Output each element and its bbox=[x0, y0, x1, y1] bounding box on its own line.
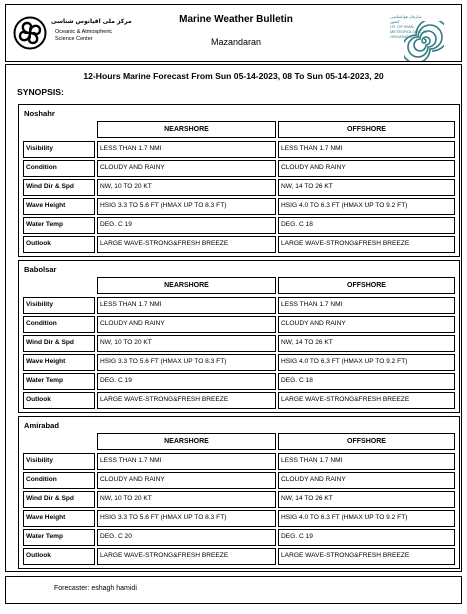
nearshore-value: CLOUDY AND RAINY bbox=[97, 316, 276, 333]
table-row bbox=[23, 316, 455, 333]
nearshore-value: CLOUDY AND RAINY bbox=[97, 160, 276, 177]
nearshore-value: DEG. C 19 bbox=[97, 217, 276, 234]
offshore-value: HSIG 4.0 TO 6.3 FT (HMAX UP TO 9.2 FT) bbox=[278, 354, 455, 371]
forecast-panel bbox=[5, 64, 462, 572]
oceanic-center-logo bbox=[11, 14, 141, 56]
offshore-value: NW, 14 TO 26 KT bbox=[278, 491, 455, 508]
nearshore-value: NW, 10 TO 20 KT bbox=[97, 491, 276, 508]
row-label: Wind Dir & Spd bbox=[23, 179, 95, 196]
nearshore-value: NW, 10 TO 20 KT bbox=[97, 179, 276, 196]
offshore-header: OFFSHORE bbox=[278, 277, 455, 294]
table-row bbox=[23, 297, 455, 314]
row-label: Condition bbox=[23, 472, 95, 489]
offshore-value: LARGE WAVE-STRONG&FRESH BREEZE bbox=[278, 548, 455, 565]
bulletin-header bbox=[5, 4, 462, 62]
row-label: Visibility bbox=[23, 297, 95, 314]
offshore-value: NW, 14 TO 26 KT bbox=[278, 335, 455, 352]
table-row bbox=[23, 217, 455, 234]
offshore-value: DEG. C 18 bbox=[278, 373, 455, 390]
station-name: Amirabad bbox=[24, 421, 60, 430]
offshore-header: OFFSHORE bbox=[278, 121, 455, 138]
nearshore-value: DEG. C 20 bbox=[97, 529, 276, 546]
row-label: Outlook bbox=[23, 548, 95, 565]
nearshore-value: NW, 10 TO 20 KT bbox=[97, 335, 276, 352]
row-label: Wind Dir & Spd bbox=[23, 335, 95, 352]
row-label: Visibility bbox=[23, 453, 95, 470]
offshore-value: DEG. C 19 bbox=[278, 529, 455, 546]
station-section bbox=[18, 260, 460, 413]
nearshore-value: LARGE WAVE-STRONG&FRESH BREEZE bbox=[97, 392, 276, 409]
nearshore-value: LESS THAN 1.7 NMI bbox=[97, 297, 276, 314]
row-label: Wave Height bbox=[23, 198, 95, 215]
swirl-logo-icon bbox=[13, 16, 47, 50]
offshore-value: CLOUDY AND RAINY bbox=[278, 472, 455, 489]
table-header-row bbox=[23, 121, 455, 138]
table-row bbox=[23, 548, 455, 565]
offshore-value: LARGE WAVE-STRONG&FRESH BREEZE bbox=[278, 236, 455, 253]
table-header-row bbox=[23, 433, 455, 450]
offshore-value: LESS THAN 1.7 NMI bbox=[278, 141, 455, 158]
row-label: Wave Height bbox=[23, 354, 95, 371]
forecast-title: 12-Hours Marine Forecast From Sun 05-14-2023, 08 To Sun 05-14-2023, 20 bbox=[83, 71, 384, 81]
nearshore-value: LARGE WAVE-STRONG&FRESH BREEZE bbox=[97, 236, 276, 253]
logo-persian-text: مرکز ملی اقیانوس شناسی bbox=[51, 18, 132, 25]
table-row bbox=[23, 179, 455, 196]
synopsis-label: SYNOPSIS: bbox=[17, 87, 64, 97]
row-label: Water Temp bbox=[23, 373, 95, 390]
table-row bbox=[23, 198, 455, 215]
meteo-logo-line-3: METEOROLOGICAL bbox=[390, 29, 428, 34]
table-row bbox=[23, 472, 455, 489]
nearshore-value: DEG. C 19 bbox=[97, 373, 276, 390]
row-label: Outlook bbox=[23, 392, 95, 409]
nearshore-header: NEARSHORE bbox=[97, 277, 276, 294]
logo-english-text bbox=[55, 29, 112, 43]
station-name: Noshahr bbox=[24, 109, 55, 118]
offshore-value: LARGE WAVE-STRONG&FRESH BREEZE bbox=[278, 392, 455, 409]
region-name: Mazandaran bbox=[210, 37, 262, 47]
offshore-value: HSIG 4.0 TO 6.3 FT (HMAX UP TO 9.2 FT) bbox=[278, 198, 455, 215]
meteo-logo-line-4: ORGANIZATION bbox=[390, 34, 421, 39]
table-header-row bbox=[23, 277, 455, 294]
table-row bbox=[23, 236, 455, 253]
nearshore-value: HSIG 3.3 TO 5.6 FT (HMAX UP TO 8.3 FT) bbox=[97, 198, 276, 215]
logo-english-line-2: Science Center bbox=[55, 36, 93, 42]
table-row bbox=[23, 160, 455, 177]
offshore-value: CLOUDY AND RAINY bbox=[278, 316, 455, 333]
nearshore-value: LARGE WAVE-STRONG&FRESH BREEZE bbox=[97, 548, 276, 565]
offshore-value: LESS THAN 1.7 NMI bbox=[278, 297, 455, 314]
nearshore-value: HSIG 3.3 TO 5.6 FT (HMAX UP TO 8.3 FT) bbox=[97, 510, 276, 527]
table-row bbox=[23, 141, 455, 158]
table-row bbox=[23, 529, 455, 546]
row-label: Outlook bbox=[23, 236, 95, 253]
row-label: Water Temp bbox=[23, 217, 95, 234]
row-label: Wave Height bbox=[23, 510, 95, 527]
nearshore-header: NEARSHORE bbox=[97, 121, 276, 138]
table-row bbox=[23, 392, 455, 409]
table-row bbox=[23, 373, 455, 390]
offshore-header: OFFSHORE bbox=[278, 433, 455, 450]
offshore-value: HSIG 4.0 TO 6.3 FT (HMAX UP TO 9.2 FT) bbox=[278, 510, 455, 527]
logo-english-line-1: Oceanic & Atmospheric bbox=[55, 29, 113, 35]
station-section bbox=[18, 104, 460, 257]
meteo-logo-line-2: I.R. OF IRAN bbox=[390, 24, 414, 29]
nearshore-value: CLOUDY AND RAINY bbox=[97, 472, 276, 489]
forecaster-name: Forecaster: eshagh hamidi bbox=[54, 585, 137, 592]
row-label: Water Temp bbox=[23, 529, 95, 546]
bulletin-title: Marine Weather Bulletin bbox=[179, 14, 293, 25]
table-row bbox=[23, 453, 455, 470]
offshore-value: DEG. C 18 bbox=[278, 217, 455, 234]
station-section bbox=[18, 416, 460, 569]
offshore-value: NW, 14 TO 26 KT bbox=[278, 179, 455, 196]
nearshore-value: HSIG 3.3 TO 5.6 FT (HMAX UP TO 8.3 FT) bbox=[97, 354, 276, 371]
table-row bbox=[23, 354, 455, 371]
table-row bbox=[23, 491, 455, 508]
station-name: Babolsar bbox=[24, 265, 57, 274]
title-block bbox=[156, 13, 316, 49]
meteorological-organization-logo bbox=[390, 11, 452, 57]
row-label: Condition bbox=[23, 316, 95, 333]
bulletin-footer bbox=[5, 576, 462, 604]
spiral-logo-icon bbox=[404, 21, 444, 61]
offshore-value: LESS THAN 1.7 NMI bbox=[278, 453, 455, 470]
table-row bbox=[23, 510, 455, 527]
row-label: Condition bbox=[23, 160, 95, 177]
meteo-logo-line-1: سازمان هواشناسی کشور bbox=[390, 14, 422, 24]
offshore-value: CLOUDY AND RAINY bbox=[278, 160, 455, 177]
table-row bbox=[23, 335, 455, 352]
row-label: Visibility bbox=[23, 141, 95, 158]
row-label: Wind Dir & Spd bbox=[23, 491, 95, 508]
nearshore-header: NEARSHORE bbox=[97, 433, 276, 450]
nearshore-value: LESS THAN 1.7 NMI bbox=[97, 141, 276, 158]
nearshore-value: LESS THAN 1.7 NMI bbox=[97, 453, 276, 470]
